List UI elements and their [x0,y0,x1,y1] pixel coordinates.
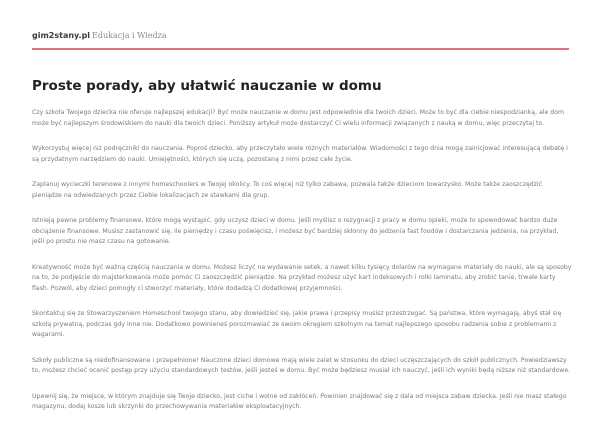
article-paragraph: Upewnij się, że miejsce, w którym znajduje się Twoje dziecko, jest ciche i wolne od zakłóceń. Powinien znajdować się z dala od miejsca zabaw dziecka. Jeśli nie masz stałego magazynu, dodaj kosze lub skrzynki do przechowywania materiałów eksploatacyjnych. [32,392,567,410]
article-paragraph: Istnieją pewne problemy finansowe, które mogą wystąpić, gdy uczysz dzieci w domu. Jeśli myślisz o rezygnacji z pracy w domu opieki, może to spowodować bardzo duże obciążenie finansowe. Musisz zastanowić się, ile pieniędzy i czasu poświęcisz, i możesz być bardziej skłonny do jedzenia fast foodów i dostarczania jedzenia, na przykład, jeśli po prostu nie masz czasu na gotowanie. [32,217,559,245]
site-name-link[interactable]: gim2stany.pl [32,31,91,40]
article-paragraph: Szkoły publiczne są niedofinansowane i przepełnione! Nauczone dzieci domowe mają wiele zalet w stosunku do dzieci uczęszczających do szkół publicznych. Powiedziawszy to, możesz chcieć ocenić postęp przy użyciu standardowych testów, jeśli jesteś w domu. Być może będziesz musiał ich nauczyć, jeśli ich wyniki będą niższe niż standardowe. [32,356,571,374]
article-paragraph: Wykorzystuj więcej niż podręczniki do nauczania. Poproś dziecko, aby przeczytało wiele różnych materiałów. Wiadomości z tego dnia mogą zainicjować interesującą debatę i są przydatnym narzędziem do nauki. Umiejętności, których się uczą, pozostaną z nimi przez całe życie. [32,145,568,163]
article-paragraph: Czy szkoła Twojego dziecka nie oferuje najlepszej edukacji? Być może nauczanie w domu jest odpowiednie dla twoich dzieci. Może to być dla ciebie niespodzianką, ale dom może być najlepszym środowiskiem do nauki dla twoich dzieci. Poniższy artykuł może dostarczyć Ci wielu informacji związanych z nauką w domu, więc przeczytaj to. [32,109,565,127]
article-paragraph: Skontaktuj się ze Stowarzyszeniem Homeschool twojego stanu, aby dowiedzieć się, jakie prawa i przepisy musisz przestrzegać. Są państwa, które wymagają, abyś stał się szkołą prywatną, podczas gdy inne nie. Dodatkowo powinieneś porozmawiać ze swoim okręgiem szkolnym na temat najlepszego sposobu radzenia sobie z problemami z wagarami. [32,310,562,338]
header-accent-bar [32,48,569,50]
article-paragraph: Zaplanuj wycieczki terenowe z innymi homeschoolers w Twojej okolicy. To coś więcej niż tylko zabawa, pozwala także dzieciom towarzysko. Może także zaoszczędzić pieniądze na odwiedzanych przez Ciebie lokalizacjach ze stawkami dla grup. [32,181,543,199]
article-content [32,108,572,428]
site-tagline: Edukacja i Wiedza [92,31,167,40]
site-header [32,31,167,41]
article-title: Proste porady, aby ułatwić nauczanie w domu [32,78,382,94]
article-paragraph: Kreatywność może być ważną częścią nauczania w domu. Możesz liczyć na wydawanie setek, a nawet kilku tysięcy dolarów na wymagane materiały do nauki, ale są sposoby na to, że podjęście do majsterkowania może pomóc Ci zaoszczędzić pieniądze. Na przykład możesz użyć kart indeksowych i rolki laminatu, aby zrobić tanie, trwałe karty flash. Pozwól, aby dzieci pomogły ci stworzyć materiały, które dodadzą Ci dodatkowej przyjemności. [32,263,572,292]
